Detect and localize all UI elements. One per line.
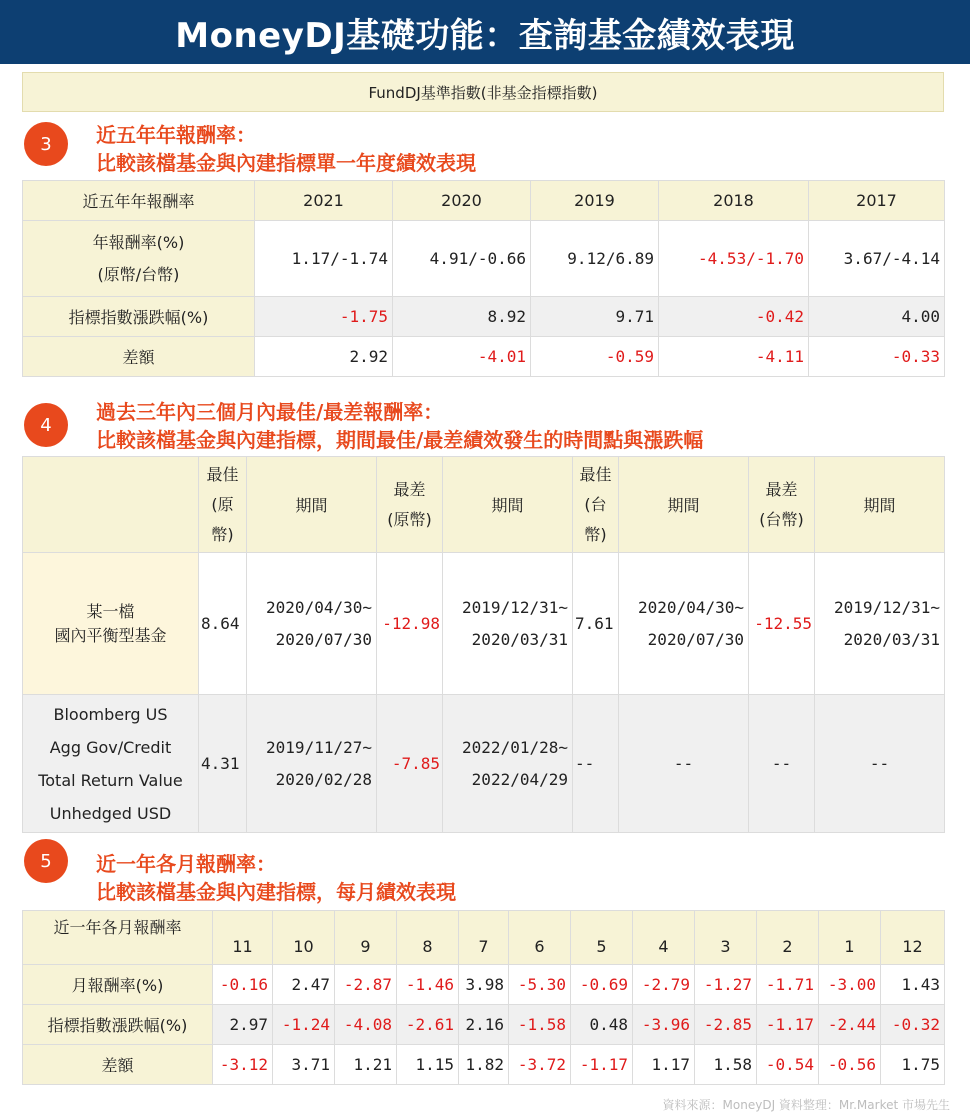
- value-cell: -3.00: [819, 965, 881, 1005]
- monthly-return-table: [22, 910, 945, 1085]
- table-row: [23, 1045, 945, 1085]
- month-header: 1: [819, 911, 881, 965]
- section-4-title-line2: 比較該檔基金與內建指標，期間最佳/最差績效發生的時間點與漲跌幅: [96, 428, 704, 452]
- value-cell: -0.69: [571, 965, 633, 1005]
- value-cell: -0.42: [659, 297, 809, 337]
- table-row: [23, 965, 945, 1005]
- value-cell: -1.17: [571, 1045, 633, 1085]
- value-cell: -3.96: [633, 1005, 695, 1045]
- worst-twd-period: --: [815, 695, 945, 833]
- year-header: 2017: [809, 181, 945, 221]
- value-cell: -4.11: [659, 337, 809, 377]
- table-row: [23, 337, 945, 377]
- period-header: 期間: [619, 457, 749, 553]
- value-cell: 0.48: [571, 1005, 633, 1045]
- value-cell: 1.58: [695, 1045, 757, 1085]
- section-5-title: [96, 850, 456, 906]
- section-4-badge: 4: [24, 403, 68, 447]
- value-cell: 1.21: [335, 1045, 397, 1085]
- row-label: 指標指數漲跌幅(%): [23, 1005, 213, 1045]
- worst-orig-value: -7.85: [377, 695, 443, 833]
- fund-name: 某一檔 國內平衡型基金: [23, 553, 199, 695]
- value-cell: 4.00: [809, 297, 945, 337]
- month-header: 2: [757, 911, 819, 965]
- month-header: 6: [509, 911, 571, 965]
- best-orig-header: 最佳 (原 幣): [199, 457, 247, 553]
- section-5-badge: 5: [24, 839, 68, 883]
- source-credit: 資料來源：MoneyDJ 資料整理：Mr.Market 市場先生: [662, 1098, 950, 1112]
- value-cell: -0.33: [809, 337, 945, 377]
- value-cell: -1.71: [757, 965, 819, 1005]
- month-header: 10: [273, 911, 335, 965]
- value-cell: -1.46: [397, 965, 459, 1005]
- value-cell: -1.17: [757, 1005, 819, 1045]
- value-cell: 1.82: [459, 1045, 509, 1085]
- annual-return-table: [22, 180, 945, 377]
- value-cell: 3.98: [459, 965, 509, 1005]
- year-header: 2020: [393, 181, 531, 221]
- value-cell: 2.16: [459, 1005, 509, 1045]
- value-cell: -0.59: [531, 337, 659, 377]
- value-cell: 4.91/-0.66: [393, 221, 531, 297]
- worst-orig-header: 最差 (原幣): [377, 457, 443, 553]
- value-cell: 3.67/-4.14: [809, 221, 945, 297]
- value-cell: -2.79: [633, 965, 695, 1005]
- value-cell: -2.85: [695, 1005, 757, 1045]
- month-header: 9: [335, 911, 397, 965]
- benchmark-header: FundDJ基準指數(非基金指標指數): [22, 72, 944, 112]
- month-header: 8: [397, 911, 459, 965]
- best-twd-header: 最佳 (台 幣): [573, 457, 619, 553]
- worst-twd-value: -12.55: [749, 553, 815, 695]
- best-twd-period: --: [619, 695, 749, 833]
- period-header: 期間: [443, 457, 573, 553]
- value-cell: -0.56: [819, 1045, 881, 1085]
- value-cell: -3.72: [509, 1045, 571, 1085]
- table-row: [23, 695, 945, 833]
- best-twd-period: 2020/04/30~ 2020/07/30: [619, 553, 749, 695]
- best-worst-table: [22, 456, 945, 833]
- value-cell: -0.54: [757, 1045, 819, 1085]
- corner-empty: [23, 457, 199, 553]
- worst-orig-value: -12.98: [377, 553, 443, 695]
- section-3-title-line2: 比較該檔基金與內建指標單一年度績效表現: [96, 151, 476, 175]
- month-header: 11: [213, 911, 273, 965]
- value-cell: -2.87: [335, 965, 397, 1005]
- value-cell: 2.92: [255, 337, 393, 377]
- period-header: 期間: [815, 457, 945, 553]
- annual-corner-header: 近五年年報酬率: [23, 181, 255, 221]
- month-header: 5: [571, 911, 633, 965]
- value-cell: -1.27: [695, 965, 757, 1005]
- worst-twd-period: 2019/12/31~ 2020/03/31: [815, 553, 945, 695]
- value-cell: 1.43: [881, 965, 945, 1005]
- best-orig-period: 2019/11/27~ 2020/02/28: [247, 695, 377, 833]
- row-label: 指標指數漲跌幅(%): [23, 297, 255, 337]
- value-cell: -1.75: [255, 297, 393, 337]
- table-row: [23, 1005, 945, 1045]
- month-header: 7: [459, 911, 509, 965]
- value-cell: -4.01: [393, 337, 531, 377]
- value-cell: -5.30: [509, 965, 571, 1005]
- section-4-title-line1: 過去三年內三個月內最佳/最差報酬率：: [96, 400, 444, 424]
- month-header: 12: [881, 911, 945, 965]
- worst-orig-period: 2022/01/28~ 2022/04/29: [443, 695, 573, 833]
- index-name: Bloomberg US Agg Gov/Credit Total Return Value Unhedged USD: [23, 695, 199, 833]
- table-row: [23, 553, 945, 695]
- table-row: [23, 297, 945, 337]
- year-header: 2018: [659, 181, 809, 221]
- page-banner: MoneyDJ基礎功能：查詢基金績效表現: [0, 0, 970, 64]
- row-label: 年報酬率(%) (原幣/台幣): [23, 221, 255, 297]
- value-cell: 1.75: [881, 1045, 945, 1085]
- best-orig-period: 2020/04/30~ 2020/07/30: [247, 553, 377, 695]
- value-cell: -0.16: [213, 965, 273, 1005]
- row-label: 差額: [23, 337, 255, 377]
- section-3-title-line1: 近五年年報酬率：: [96, 123, 256, 147]
- year-header: 2021: [255, 181, 393, 221]
- value-cell: 3.71: [273, 1045, 335, 1085]
- monthly-corner-header: 近一年各月報酬率: [23, 911, 213, 965]
- value-cell: 2.97: [213, 1005, 273, 1045]
- month-header: 3: [695, 911, 757, 965]
- year-header: 2019: [531, 181, 659, 221]
- worst-orig-period: 2019/12/31~ 2020/03/31: [443, 553, 573, 695]
- month-header: 4: [633, 911, 695, 965]
- value-cell: 9.12/6.89: [531, 221, 659, 297]
- value-cell: 1.17: [633, 1045, 695, 1085]
- worst-twd-value: --: [749, 695, 815, 833]
- value-cell: 2.47: [273, 965, 335, 1005]
- value-cell: 8.92: [393, 297, 531, 337]
- best-twd-value: 7.61: [573, 553, 619, 695]
- value-cell: 1.17/-1.74: [255, 221, 393, 297]
- value-cell: 1.15: [397, 1045, 459, 1085]
- section-4-title: [96, 398, 703, 454]
- row-label: 月報酬率(%): [23, 965, 213, 1005]
- value-cell: -2.61: [397, 1005, 459, 1045]
- value-cell: -4.08: [335, 1005, 397, 1045]
- section-5-title-line2: 比較該檔基金與內建指標，每月績效表現: [96, 880, 456, 904]
- value-cell: -0.32: [881, 1005, 945, 1045]
- value-cell: 9.71: [531, 297, 659, 337]
- value-cell: -3.12: [213, 1045, 273, 1085]
- period-header: 期間: [247, 457, 377, 553]
- value-cell: -1.24: [273, 1005, 335, 1045]
- section-5-title-line1: 近一年各月報酬率：: [96, 852, 276, 876]
- value-cell: -4.53/-1.70: [659, 221, 809, 297]
- row-label: 差額: [23, 1045, 213, 1085]
- value-cell: -1.58: [509, 1005, 571, 1045]
- worst-twd-header: 最差 (台幣): [749, 457, 815, 553]
- best-orig-value: 8.64: [199, 553, 247, 695]
- section-3-title: [96, 121, 476, 177]
- value-cell: -2.44: [819, 1005, 881, 1045]
- section-3-badge: 3: [24, 122, 68, 166]
- best-twd-value: --: [573, 695, 619, 833]
- table-row: [23, 221, 945, 297]
- best-orig-value: 4.31: [199, 695, 247, 833]
